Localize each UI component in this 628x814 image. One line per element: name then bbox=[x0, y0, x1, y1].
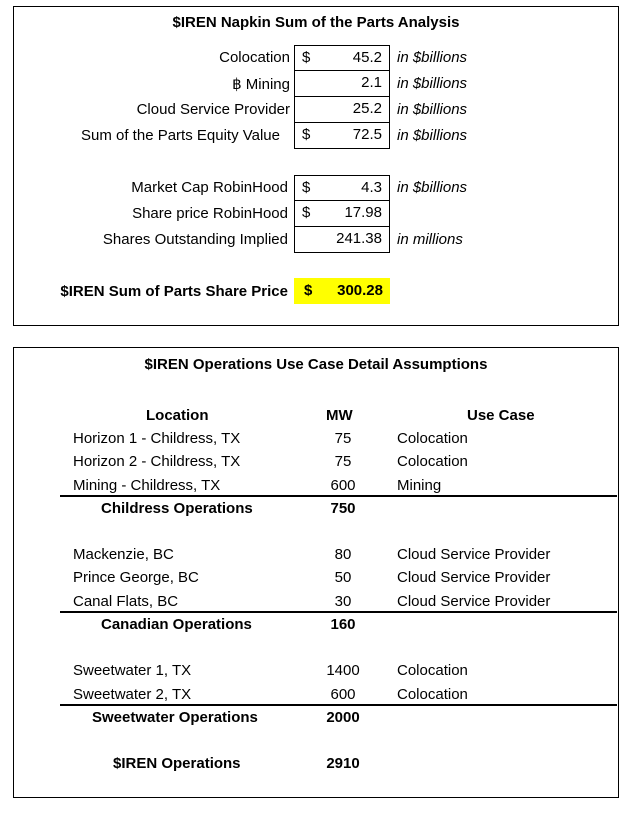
value-cell-mining bbox=[294, 71, 390, 97]
use-case-cell: Colocation bbox=[397, 686, 468, 703]
use-case-cell: Cloud Service Provider bbox=[397, 593, 551, 610]
location-cell: Sweetwater 2, TX bbox=[73, 686, 192, 703]
use-case-cell: Cloud Service Provider bbox=[397, 569, 551, 586]
subtotal-label: Canadian Operations bbox=[101, 616, 252, 633]
location-cell: Canal Flats, BC bbox=[73, 593, 179, 610]
row-label-cloud: Cloud Service Provider bbox=[136, 101, 290, 118]
value: 4.3 bbox=[361, 179, 382, 196]
value: 2.1 bbox=[361, 74, 382, 91]
location-cell: Mackenzie, BC bbox=[73, 546, 174, 563]
result-share-price-cell bbox=[294, 278, 390, 304]
unit-label: in $billions bbox=[397, 127, 468, 144]
value-cell-share-price bbox=[294, 201, 390, 227]
total-label: $IREN Operations bbox=[113, 755, 241, 772]
unit-label: in $billions bbox=[397, 49, 468, 66]
sum-of-parts-panel bbox=[13, 6, 619, 326]
use-case-cell: Mining bbox=[397, 477, 442, 494]
unit-label: in $billions bbox=[397, 101, 468, 118]
use-case-cell: Colocation bbox=[397, 430, 468, 447]
use-case-cell: Colocation bbox=[397, 453, 468, 470]
value: 72.5 bbox=[352, 126, 382, 143]
unit-label: in millions bbox=[397, 231, 463, 248]
column-header-location: Location bbox=[146, 407, 209, 424]
location-cell: Horizon 2 - Childress, TX bbox=[73, 453, 241, 470]
unit-label: in $billions bbox=[397, 179, 468, 196]
location-cell: Prince George, BC bbox=[73, 569, 199, 586]
location-cell: Horizon 1 - Childress, TX bbox=[73, 430, 241, 447]
value-cell-colocation bbox=[294, 45, 390, 71]
currency-symbol: $ bbox=[302, 179, 311, 196]
value: 45.2 bbox=[352, 49, 382, 66]
mw-cell: 50 bbox=[334, 569, 352, 586]
subtotal-mw: 2000 bbox=[326, 709, 360, 726]
mw-cell: 1400 bbox=[326, 662, 360, 679]
row-label-share-price: Share price RobinHood bbox=[132, 205, 288, 222]
mw-cell: 30 bbox=[334, 593, 352, 610]
value: 241.38 bbox=[336, 230, 382, 247]
mw-cell: 600 bbox=[330, 477, 356, 494]
subtotal-divider bbox=[60, 704, 617, 706]
value-cell-shares-outstanding bbox=[294, 227, 390, 253]
value-cell-cloud bbox=[294, 97, 390, 123]
value: 25.2 bbox=[352, 100, 382, 117]
location-cell: Sweetwater 1, TX bbox=[73, 662, 192, 679]
currency-symbol: $ bbox=[302, 204, 311, 221]
mw-cell: 75 bbox=[334, 453, 352, 470]
value-cell-sotp-equity bbox=[294, 123, 390, 149]
currency-symbol: $ bbox=[304, 282, 313, 299]
value-cell-market-cap bbox=[294, 175, 390, 201]
row-label-market-cap: Market Cap RobinHood bbox=[131, 179, 288, 196]
use-case-cell: Cloud Service Provider bbox=[397, 546, 551, 563]
row-label-colocation: Colocation bbox=[219, 49, 290, 66]
result-value: 300.28 bbox=[337, 282, 383, 299]
mw-cell: 75 bbox=[334, 430, 352, 447]
operations-panel bbox=[13, 347, 619, 798]
currency-symbol: $ bbox=[302, 126, 311, 143]
mw-cell: 600 bbox=[330, 686, 356, 703]
mw-cell: 80 bbox=[334, 546, 352, 563]
row-label-sotp-equity: Sum of the Parts Equity Value bbox=[81, 127, 280, 144]
sotp-title: $IREN Napkin Sum of the Parts Analysis bbox=[172, 14, 460, 31]
total-mw: 2910 bbox=[326, 755, 360, 772]
result-label: $IREN Sum of Parts Share Price bbox=[60, 283, 288, 300]
unit-label: in $billions bbox=[397, 75, 468, 92]
row-label-shares-outstanding: Shares Outstanding Implied bbox=[102, 231, 288, 248]
subtotal-mw: 750 bbox=[330, 500, 356, 517]
subtotal-divider bbox=[60, 611, 617, 613]
subtotal-label: Childress Operations bbox=[101, 500, 253, 517]
value: 17.98 bbox=[344, 204, 382, 221]
currency-symbol: $ bbox=[302, 49, 311, 66]
row-label-mining: ฿ Mining bbox=[232, 76, 290, 93]
column-header-use-case: Use Case bbox=[467, 407, 535, 424]
column-header-mw: MW bbox=[326, 407, 353, 424]
subtotal-label: Sweetwater Operations bbox=[92, 709, 258, 726]
location-cell: Mining - Childress, TX bbox=[73, 477, 221, 494]
use-case-cell: Colocation bbox=[397, 662, 468, 679]
subtotal-divider bbox=[60, 495, 617, 497]
subtotal-mw: 160 bbox=[330, 616, 356, 633]
ops-title: $IREN Operations Use Case Detail Assumptions bbox=[144, 356, 488, 373]
